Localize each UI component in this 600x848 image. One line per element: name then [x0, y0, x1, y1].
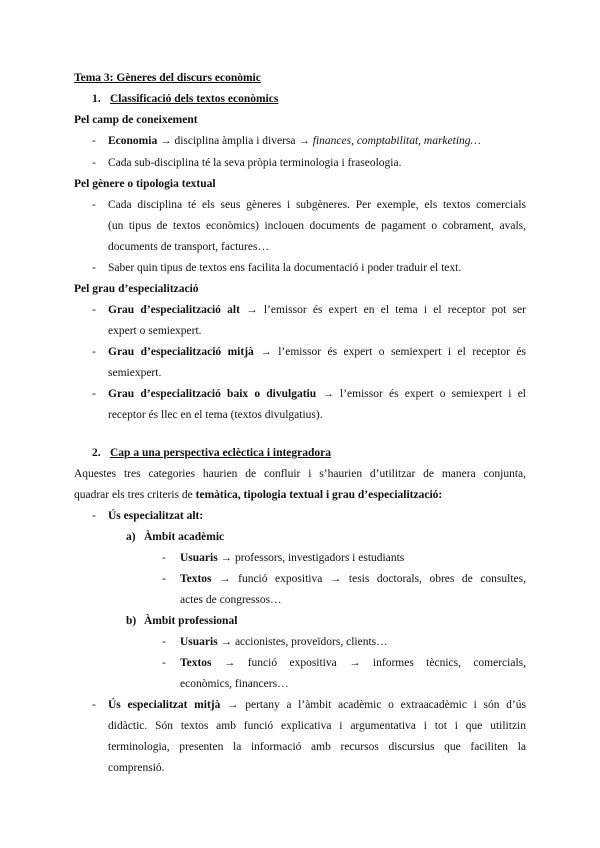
- grau-baix-term: Grau d’especialització baix o divulgatiu: [108, 388, 317, 400]
- bullet-dash: -: [92, 510, 96, 522]
- grau-mitja-line-2: semiexpert.: [108, 367, 162, 379]
- professional-heading: Àmbit professional: [144, 615, 238, 627]
- grau-baix-line-1: [108, 387, 526, 401]
- economia-term: Economia: [108, 135, 158, 147]
- section-2-intro-line-1: Aquestes tres categories haurien de confluir i s’haurien d’utilitzar de manera conjunta,: [74, 468, 526, 480]
- professional-textos-line-2: econòmics, financers…: [180, 678, 289, 690]
- bullet-dash: -: [92, 135, 96, 147]
- academic-textos-line-1: [180, 572, 526, 586]
- economia-examples: finances, comptabilitat, marketing…: [312, 135, 481, 147]
- academic-heading: Àmbit acadèmic: [144, 531, 225, 543]
- professional-usuaris: [180, 635, 388, 649]
- intro-text: quadrar els tres criteris de: [74, 489, 196, 501]
- us-mitja-line-3: terminologia, presenten la informació amb recursos discursius que faciliten la: [108, 741, 526, 753]
- grau-alt-text: → l’emissor és expert en el tema i el receptor pot ser: [239, 304, 526, 316]
- us-alt-heading: Ús especialitzat alt:: [108, 510, 204, 522]
- textos-text: → funció expositiva → tesis doctorals, obres de consultes,: [211, 573, 526, 585]
- genere-item-1-line-1: Cada disciplina té els seus gèneres i subgèneres. Per exemple, els textos comercials: [108, 199, 526, 211]
- academic-textos-line-2: actes de congressos…: [180, 594, 282, 606]
- textos-term: Textos: [180, 657, 212, 669]
- academic-marker: a): [126, 531, 136, 543]
- textos-term: Textos: [180, 573, 212, 585]
- document-title: Tema 3: Gèneres del discurs econòmic: [74, 72, 261, 84]
- bullet-dash: -: [92, 346, 96, 358]
- professional-marker: b): [126, 615, 137, 627]
- genere-item-1-line-2: (un tipus de textos econòmics) inclouen documents de pagament o cobrament, avals,: [108, 220, 526, 232]
- bullet-dash: -: [92, 157, 96, 169]
- section-1-heading: Classificació dels textos econòmics: [110, 93, 279, 105]
- grau-alt-term: Grau d’especialització alt: [108, 304, 240, 316]
- camp-heading: Pel camp de coneixement: [74, 114, 198, 126]
- us-mitja-line-1: [108, 698, 526, 712]
- grau-mitja-term: Grau d’especialització mitjà: [108, 346, 254, 358]
- bullet-dash: -: [92, 388, 96, 400]
- camp-item-subdisciplina: Cada sub-disciplina té la seva pròpia terminologia i fraseologia.: [108, 157, 402, 169]
- textos-text: → funció expositiva → informes tècnics, comercials,: [211, 657, 526, 669]
- intro-criteria: temàtica, tipologia textual i grau d’especialització:: [195, 489, 443, 501]
- bullet-dash: -: [162, 552, 166, 564]
- section-2-number: 2.: [92, 447, 101, 459]
- grau-baix-line-2: receptor és llec en el tema (textos divulgatius).: [108, 409, 323, 421]
- bullet-dash: -: [92, 699, 96, 711]
- grau-heading: Pel grau d’especialització: [74, 283, 199, 295]
- bullet-dash: -: [162, 636, 166, 648]
- us-mitja-line-2: didàctic. Són textos amb funció explicativa i argumentativa i tot i que utilitzin: [108, 720, 526, 732]
- genere-item-1-line-3: documents de transport, factures…: [108, 241, 269, 253]
- bullet-dash: -: [162, 657, 166, 669]
- section-2-intro-line-2: [74, 488, 442, 502]
- grau-baix-text: → l’emissor és expert o semiexpert i el: [316, 388, 526, 400]
- section-2-heading: Cap a una perspectiva eclèctica i integradora: [110, 447, 332, 459]
- usuaris-text: → accionistes, proveïdors, clients…: [217, 636, 388, 648]
- us-mitja-text: → pertany a l’àmbit acadèmic o extraacadèmic i són d’ús: [220, 699, 526, 711]
- us-mitja-term: Ús especialitzat mitjà: [108, 699, 221, 711]
- grau-mitja-line-1: [108, 345, 526, 359]
- section-1-number: 1.: [92, 93, 101, 105]
- academic-usuaris: [180, 551, 404, 565]
- bullet-dash: -: [92, 262, 96, 274]
- usuaris-text: → professors, investigadors i estudiants: [217, 552, 405, 564]
- genere-heading: Pel gènere o tipologia textual: [74, 178, 216, 190]
- usuaris-term: Usuaris: [180, 552, 218, 564]
- grau-mitja-text: → l’emissor és expert o semiexpert i el receptor és: [253, 346, 527, 358]
- economia-text: → disciplina àmplia i diversa →: [157, 135, 313, 147]
- camp-item-economia: [108, 134, 481, 148]
- bullet-dash: -: [92, 304, 96, 316]
- grau-alt-line-2: expert o semiexpert.: [108, 325, 202, 337]
- us-mitja-line-4: comprensió.: [108, 762, 165, 774]
- grau-alt-line-1: [108, 303, 526, 317]
- bullet-dash: -: [162, 573, 166, 585]
- usuaris-term: Usuaris: [180, 636, 218, 648]
- genere-item-2: Saber quin tipus de textos ens facilita la documentació i poder traduir el text.: [108, 262, 462, 274]
- bullet-dash: -: [92, 199, 96, 211]
- professional-textos-line-1: [180, 656, 526, 670]
